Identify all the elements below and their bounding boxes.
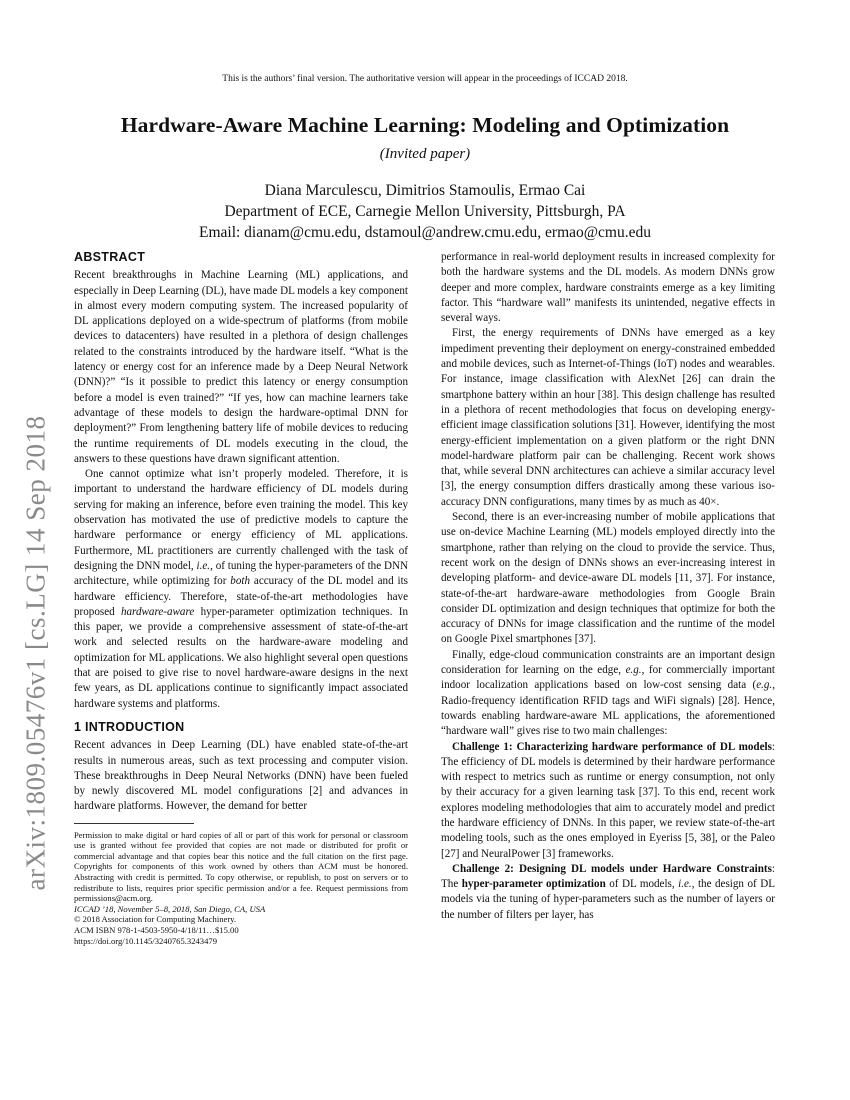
author-names: Diana Marculescu, Dimitrios Stamoulis, Ermao Cai — [264, 182, 586, 199]
challenge-2: Challenge 2: Designing DL models under Hardware Constraints: The hyper-parameter optimization of DL models, i.e., the design of DL models via the tuning of hyper-parameters such as the number of layers or the number of filters per layer, has — [441, 862, 775, 921]
intro-paragraph-mobile: Second, there is an ever-increasing number of mobile applications that use on-device Machine Learning (ML) models employed directly into the smartphone, rather than relying on the cloud to provide the service. Thus, recent work on the design of DNNs shows an ever-increasing interest in developing platform- and device-aware DL models [11, 37]. For instance, state-of-the-art hardware-aware methodologies from Google Brain consider DL optimization and design techniques that optimize for both the accuracy of DNNs for image classification and the runtime of the model on Google Pixel smartphones [37]. — [441, 511, 775, 646]
right-column — [441, 250, 775, 923]
copyright-line: © 2018 Association for Computing Machinery. — [74, 914, 237, 925]
abstract-paragraph-1: Recent breakthroughs in Machine Learning (ML) applications, and especially in Deep Learning (DL), have made DL models a key component in almost every modern computing system. The increased popularity of DL applications deployed on a wide-spectrum of platforms (from mobile devices to datacenters) have resulted in a plethora of design challenges related to the constraints introduced by the hardware itself. “What is the latency or energy cost for an inference made by a Deep Neural Network (DNN)?” “Is it possible to predict this latency or energy consumption before a model is even trained?” “If yes, how can machine learners take advantage of these models to design the hardware-optimal DNN for deployment?” From lengthening battery life of mobile devices to reducing the runtime requirements of DL models executing in the cloud, the answers to these questions have drawn significant attention. — [74, 269, 408, 465]
paper-subtitle: (Invited paper) — [379, 146, 471, 162]
intro-paragraph-energy: First, the energy requirements of DNNs have emerged as a key impediment preventing their deployment on energy-constrained embedded and mobile devices, such as Internet-of-Things (IoT) nodes and wearables. For instance, image classification with AlexNet [26] can drain the smartphone battery within an hour [38]. This design challenge has resulted in a plethora of recent methodologies that focus on developing energy-efficient image classification solutions [31]. However, identifying the most energy-efficient implementation on a given platform or the right DNN model-hardware platform pair can be challenging. Recent work shows that, while several DNN architectures can achieve a similar accuracy level [3], the energy consumption differs drastically among these various iso-accuracy DNN configurations, many times by as much as 40×. — [441, 327, 775, 508]
intro-paragraph-edge: Finally, edge-cloud communication constraints are an important design consideration for learning on the edge, e.g., for commercially important indoor localization applications based on low-cost sensing data (e.g., Radio-frequency identification RFID tags and WiFi signals) [28]. Hence, towards enabling hardware-aware ML applications, the aforementioned “hardware wall” gives rise to two main challenges: — [441, 648, 775, 738]
intro-paragraph-continued: performance in real-world deployment results in increased complexity for both the hardware systems and the DL models. As modern DNNs grow deeper and more complex, hardware constraints emerge as a key limiting factor. This “hardware wall” manifests its unintended, negative effects in several ways. — [441, 251, 775, 325]
acm-footnote — [74, 830, 408, 947]
arxiv-stamp-text: arXiv:1809.05476v1 [cs.LG] 14 Sep 2018 — [20, 415, 51, 891]
paper-title: Hardware-Aware Machine Learning: Modeling and Optimization — [120, 113, 730, 137]
challenge-1: Challenge 1: Characterizing hardware performance of DL models: The efficiency of DL models is determined by their hardware performance with respect to metrics such as runtime or energy consumption, not only by their accuracy for a given learning task [37]. To this end, recent work explores modeling methodologies that aim to accurately model and predict the hardware efficiency of DNNs. In this paper, we review state-of-the-art modeling tools, such as the ones employed in Eyeriss [5, 38], or the Paleo [27] and NeuralPower [3] frameworks. — [441, 740, 775, 860]
proceedings-notice: This is the authors’ final version. The authoritative version will appear in the proceedings of ICCAD 2018. — [222, 74, 628, 84]
author-emails: Email: dianam@cmu.edu, dstamoul@andrew.cmu.edu, ermao@cmu.edu — [198, 224, 651, 241]
conference-info: ICCAD ’18, November 5–8, 2018, San Diego, CA, USA — [74, 903, 266, 914]
intro-paragraph-1: Recent advances in Deep Learning (DL) have enabled state-of-the-art results in numerous areas, such as text processing and computer vision. These breakthroughs in Deep Neural Networks (DNN) have been fueled by newly discovered ML model configurations [2] and advances in hardware platforms. However, the demand for better — [74, 739, 408, 813]
abstract-paragraph-2: One cannot optimize what isn’t properly modeled. Therefore, it is important to understand the hardware efficiency of DL models during serving for making an inference, before even training the model. This key observation has motivated the use of predictive models to capture the hardware performance or energy efficiency of ML applications. Furthermore, ML practitioners are currently challenged with the task of designing the DNN model, i.e., of tuning the hyper-parameters of the DNN architecture, while optimizing for both accuracy of the DL model and its hardware efficiency. Therefore, state-of-the-art methodologies have proposed hardware-aware hyper-parameter optimization techniques. In this paper, we provide a comprehensive assessment of state-of-the-art work and selected results on the hardware-aware modeling and optimization for ML applications. We also highlight several open questions that are poised to give rise to novel hardware-aware designs in the next few years, as DL applications continue to significantly impact associated hardware systems and platforms. — [74, 468, 408, 710]
author-block — [0, 180, 850, 243]
affiliation: Department of ECE, Carnegie Mellon University, Pittsburgh, PA — [224, 203, 626, 220]
abstract-heading: ABSTRACT — [74, 250, 146, 264]
footnote-divider — [74, 823, 194, 824]
left-column — [74, 250, 408, 946]
permission-notice: Permission to make digital or hard copies of all or part of this work for personal or classroom use is granted without fee provided that copies are not made or distributed for profit or commercial advantage and that copies bear this notice and the full citation on the first page. Copyrights for components of this work owned by others than ACM must be honored. Abstracting with credit is permitted. To copy otherwise, or republish, to post on servers or to redistribute to lists, requires prior specific permission and/or a fee. Request permissions from permissions@acm.org. — [74, 829, 408, 904]
isbn-line: ACM ISBN 978-1-4503-5950-4/18/11…$15.00 — [74, 925, 239, 936]
doi-link[interactable]: https://doi.org/10.1145/3240765.3243479 — [74, 935, 217, 946]
introduction-heading: 1 INTRODUCTION — [74, 719, 185, 734]
